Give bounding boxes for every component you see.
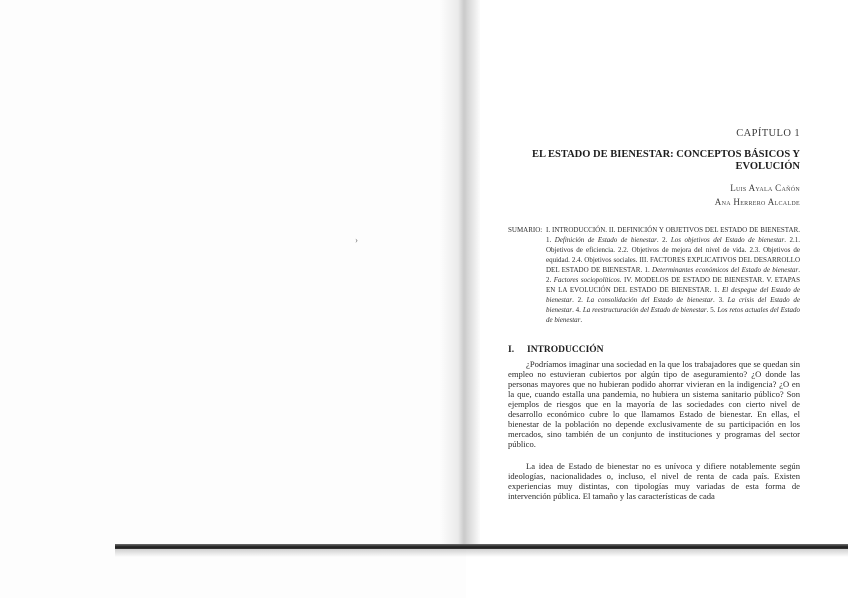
author-name: Ana Herrero Alcalde <box>714 197 800 207</box>
summary-label: SUMARIO: <box>508 226 543 234</box>
book-gutter-shadow <box>440 0 480 548</box>
right-page <box>490 0 830 540</box>
summary-block <box>508 225 800 325</box>
page-speck: › <box>355 235 358 245</box>
author-name: Luis Ayala Cañón <box>730 183 800 193</box>
section-title: INTRODUCCIÓN <box>527 345 604 355</box>
section-number: I. <box>508 345 515 355</box>
chapter-label: CAPÍTULO 1 <box>736 128 800 139</box>
author-list <box>715 181 800 209</box>
section-heading <box>508 345 604 355</box>
summary-text: I. INTRODUCCIÓN. II. DEFINICIÓN Y OBJETIVOS DEL ESTADO DE BIENESTAR. 1. Definición de Estado de bienestar. 2. Los objetivos del Estado de bienestar. 2.1. Objetivos de eficiencia. 2.2. Objetivos de mejora del nivel de vida. 2.3. Objetivos de equidad. 2.4. Objetivos sociales. III. FACTORES EXPLICATIVOS DEL DESARROLLO DEL ESTADO DE BIENESTAR. 1. Determinantes económicos del Estado de bienestar. 2. Factores sociopolíticos. IV. MODELOS DE ESTADO DE BIENESTAR. V. ETAPAS EN LA EVOLUCIÓN DEL ESTADO DE BIENESTAR. 1. El despegue del Estado de bienestar. 2. La consolidación del Estado de bienestar. 3. La crisis del Estado de bienestar. 4. La reestructuración del Estado de bienestar. 5. Los retos actuales del Estado de bienestar. <box>546 226 801 324</box>
page-bottom-shadow <box>115 549 848 557</box>
body-paragraph: La idea de Estado de bienestar no es unívoca y difiere notablemente según ideologías, nacionalidades o, incluso, el nivel de renta de cada país. Existen experiencias muy distintas, con tipologías muy variadas de esta forma de intervención pública. El tamaño y las características de cada <box>508 461 800 501</box>
chapter-title: EL ESTADO DE BIENESTAR: CONCEPTOS BÁSICOS Y EVOLUCIÓN <box>531 149 800 172</box>
body-paragraph: ¿Podríamos imaginar una sociedad en la que los trabajadores que se quedan sin empleo no estuvieran cubiertos por algún tipo de aseguramiento? ¿O donde las personas mayores que no hubieran podido ahorrar vivieran en la indigencia? ¿O en la que, cuando estalla una pandemia, no hubiera un sistema sanitario público? Son ejemplos de riesgos que en la mayoría de las sociedades con cierto nivel de desarrollo económico cubre lo que llamamos Estado de bienestar. En ellas, el bienestar de la población no depende exclusivamente de su participación en los mercados, sino también de un conjunto de instituciones y programas del sector público. <box>508 359 800 449</box>
